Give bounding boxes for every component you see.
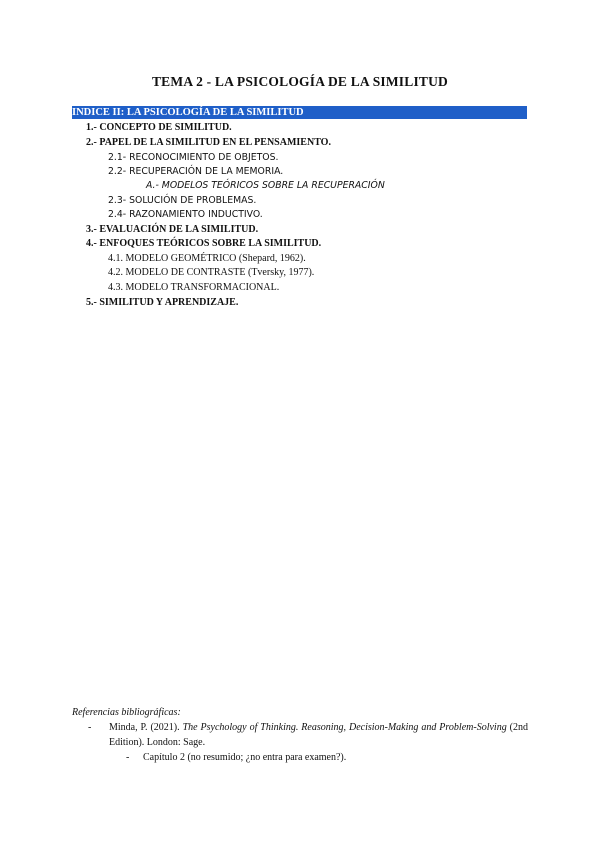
toc-item-5: 5.- SIMILITUD Y APRENDIZAJE. xyxy=(86,297,239,308)
dash-bullet: - xyxy=(126,752,130,763)
dash-bullet: - xyxy=(88,722,92,733)
reference-edition: (2nd Edition). London: Sage. xyxy=(109,722,528,748)
toc-item-2-2: 2.2- RECUPERACIÓN DE LA MEMORIA. xyxy=(108,166,284,177)
toc-item-2-4: 2.4- RAZONAMIENTO INDUCTIVO. xyxy=(108,209,263,220)
index-header: INDICE II: LA PSICOLOGÍA DE LA SIMILITUD xyxy=(72,106,527,119)
toc-item-1: 1.- CONCEPTO DE SIMILITUD. xyxy=(86,122,232,133)
toc-item-2-2-a: A.- MODELOS TEÓRICOS SOBRE LA RECUPERACIÓN xyxy=(146,180,385,191)
toc-item-3: 3.- EVALUACIÓN DE LA SIMILITUD. xyxy=(86,224,259,235)
toc-item-2: 2.- PAPEL DE LA SIMILITUD EN EL PENSAMIENTO. xyxy=(86,137,331,148)
toc-item-4: 4.- ENFOQUES TEÓRICOS SOBRE LA SIMILITUD. xyxy=(86,238,322,249)
reference-chapter-note: Capítulo 2 (no resumido; ¿no entra para examen?). xyxy=(143,752,347,763)
toc-item-2-1: 2.1- RECONOCIMIENTO DE OBJETOS. xyxy=(108,152,279,163)
references-heading: Referencias bibliográficas: xyxy=(72,707,181,718)
toc-item-4-2: 4.2. MODELO DE CONTRASTE (Tversky, 1977). xyxy=(108,267,315,278)
toc-item-4-3: 4.3. MODELO TRANSFORMACIONAL. xyxy=(108,282,280,293)
reference-item xyxy=(72,720,528,750)
reference-book-title: The Psychology of Thinking. Reasoning, Decision-Making and Problem-Solving xyxy=(182,722,507,733)
toc-item-4-1: 4.1. MODELO GEOMÉTRICO (Shepard, 1962). xyxy=(108,253,306,264)
reference-author: Minda, P. (2021). xyxy=(109,722,180,733)
reference-sub-item xyxy=(72,750,528,765)
page-title: TEMA 2 - LA PSICOLOGÍA DE LA SIMILITUD xyxy=(151,74,449,89)
toc-item-2-3: 2.3- SOLUCIÓN DE PROBLEMAS. xyxy=(108,195,257,206)
references-section xyxy=(72,705,528,765)
